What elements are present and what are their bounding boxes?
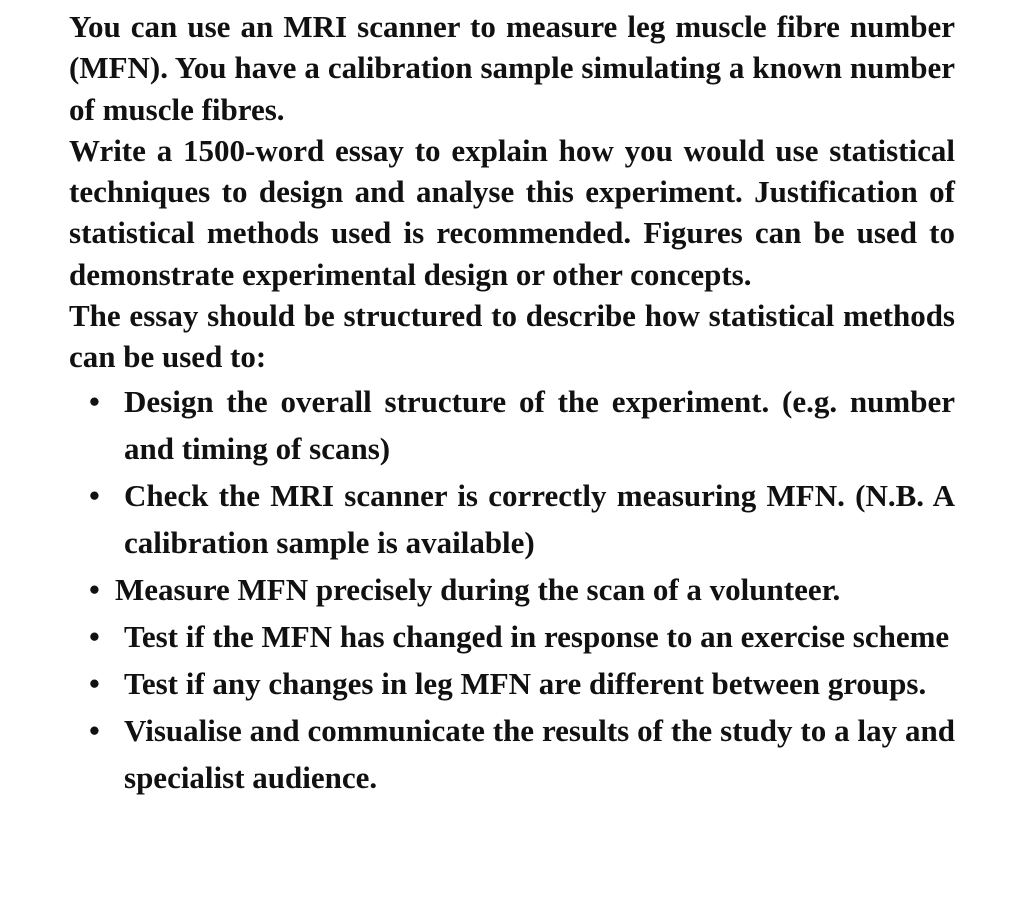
bullet-dot-icon: • — [89, 477, 100, 513]
list-item-design — [69, 378, 955, 472]
list-item-text: Test if any changes in leg MFN are different between groups. — [124, 665, 927, 701]
intro-paragraph-3: The essay should be structured to describe how statistical methods can be used to: — [69, 298, 955, 375]
list-item-visualise — [69, 707, 955, 801]
requirements-list — [69, 378, 955, 801]
list-item-test-change — [69, 613, 955, 660]
bullet-dot-icon: • — [89, 618, 100, 654]
bullet-dot-icon: • — [89, 571, 100, 607]
list-item-test-groups — [69, 660, 955, 707]
bullet-dot-icon: • — [89, 665, 100, 701]
bullet-dot-icon: • — [89, 383, 100, 419]
intro-paragraph-2: Write a 1500-word essay to explain how you would use statistical techniques to design and analyse this experiment. Justification of statistical methods used is recommended. Figures can be used to demonstrate experimental design or other concepts. — [69, 132, 955, 292]
list-item-check-scanner — [69, 472, 955, 566]
list-item-text: Design the overall structure of the experiment. (e.g. number and timing of scans) — [124, 383, 955, 466]
bullet-dot-icon: • — [89, 712, 100, 748]
essay-brief — [69, 0, 955, 801]
intro-paragraph-1: You can use an MRI scanner to measure leg muscle fibre number (MFN). You have a calibration sample simulating a known number of muscle fibres. — [69, 9, 955, 127]
list-item-measure — [69, 566, 955, 613]
cropped-previous-line — [69, 0, 955, 6]
list-item-text: Measure MFN precisely during the scan of a volunteer. — [115, 571, 841, 607]
list-item-text: Visualise and communicate the results of the study to a lay and specialist audience. — [124, 712, 955, 795]
list-item-text: Check the MRI scanner is correctly measuring MFN. (N.B. A calibration sample is available) — [124, 477, 955, 560]
list-item-text: Test if the MFN has changed in response to an exercise scheme — [124, 618, 950, 654]
